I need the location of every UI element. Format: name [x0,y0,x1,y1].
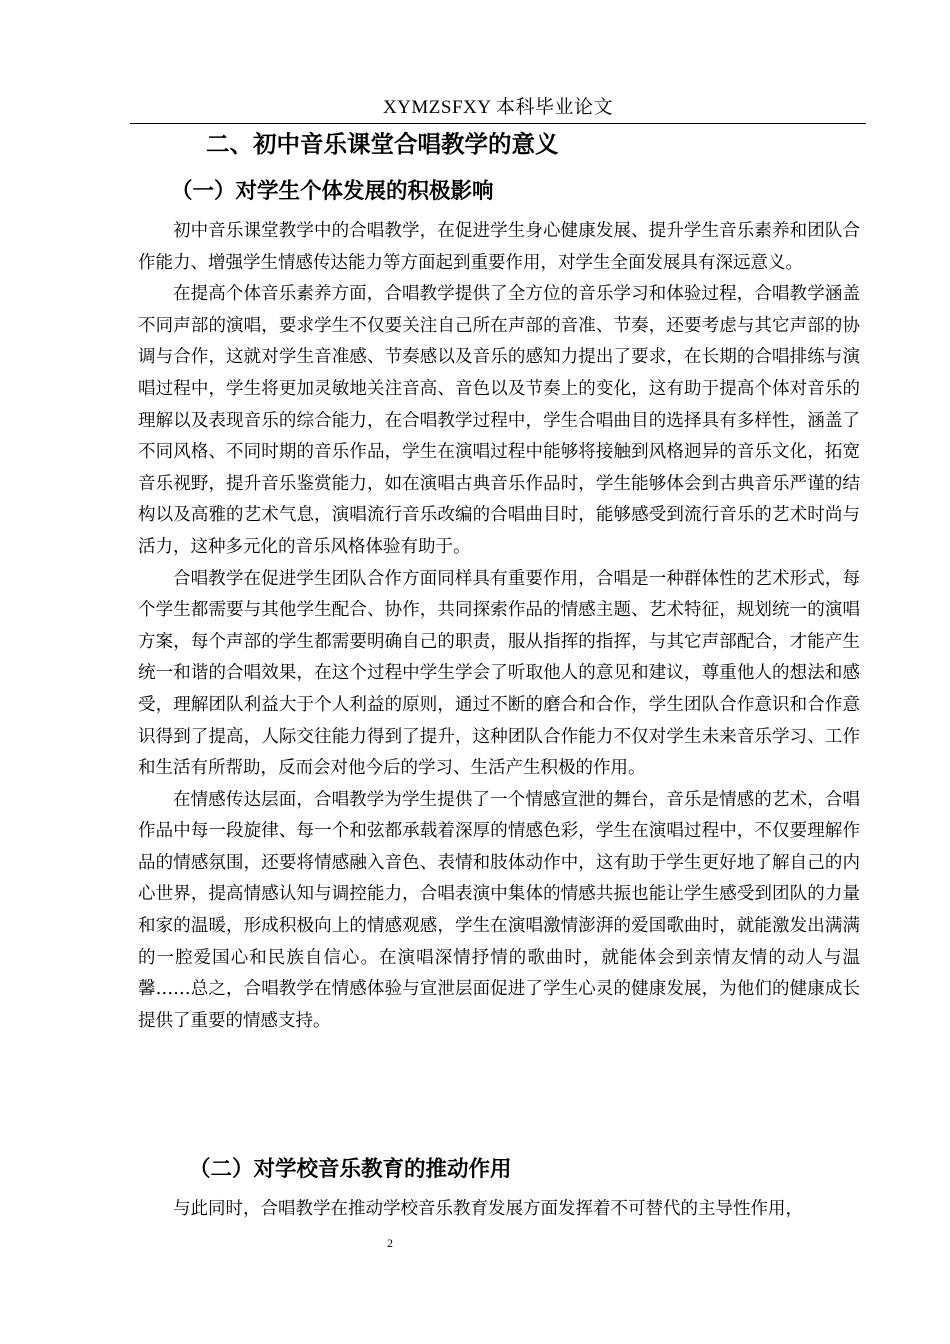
paragraph: 合唱教学在促进学生团队合作方面同样具有重要作用，合唱是一种群体性的艺术形式，每个学生都需要与其他学生配合、协作，共同探索作品的情感主题、艺术特征，规划统一的演唱方案，每个声部的学生都需要明确自己的职责，服从指挥的指挥，与其它声部配合，才能产生统一和谐的合唱效果，在这个过程中学生学会了听取他人的意见和建议，尊重他人的想法和感受，理解团队利益大于个人利益的原则，通过不断的磨合和合作，学生团队合作意识和合作意识得到了提高，人际交往能力得到了提升，这种团队合作能力不仅对学生未来音乐学习、工作和生活有所帮助，反而会对他今后的学习、生活产生积极的作用。 [138,568,860,779]
subsection-1-body [138,216,860,1037]
paragraph: 在提高个体音乐素养方面，合唱教学提供了全方位的音乐学习和体验过程，合唱教学涵盖不同声部的演唱，要求学生不仅要关注自己所在声部的音准、节奏，还要考虑与其它声部的协调与合作，这就对学生音准感、节奏感以及音乐的感知力提出了要求，在长期的合唱排练与演唱过程中，学生将更加灵敏地关注音高、音色以及节奏上的变化，这有助于提高个体对音乐的理解以及表现音乐的综合能力，在合唱教学过程中，学生合唱曲目的选择具有多样性，涵盖了不同风格、不同时期的音乐作品，学生在演唱过程中能够将接触到风格迥异的音乐文化，拓宽音乐视野，提升音乐鉴赏能力，如在演唱古典音乐作品时，学生能够体会到古典音乐严谨的结构以及高雅的艺术气息，演唱流行音乐改编的合唱曲目时，能够感受到流行音乐的艺术时尚与活力，这种多元化的音乐风格体验有助于。 [138,284,860,557]
subsection-heading-2: （二）对学校音乐教育的推动作用 [189,1157,512,1182]
running-header: XYMZSFXY 本科毕业论文 [382,97,614,118]
section-heading: 二、初中音乐课堂合唱教学的意义 [206,130,559,158]
header-rule [130,123,866,124]
paragraph: 与此同时，合唱教学在推动学校音乐教育发展方面发挥着不可替代的主导性作用， [173,1199,803,1219]
subsection-heading-1: （一）对学生个体发展的积极影响 [171,179,494,204]
paragraph: 初中音乐课堂教学中的合唱教学，在促进学生身心健康发展、提升学生音乐素养和团队合作能力、增强学生情感传达能力等方面起到重要作用，对学生全面发展具有深远意义。 [138,221,860,273]
page-number: 2 [387,1236,393,1250]
paragraph: 在情感传达层面，合唱教学为学生提供了一个情感宣泄的舞台，音乐是情感的艺术，合唱作品中每一段旋律、每一个和弦都承载着深厚的情感色彩，学生在演唱过程中，不仅要理解作品的情感氛围，还要将情感融入音色、表情和肢体动作中，这有助于学生更好地了解自己的内心世界，提高情感认知与调控能力，合唱表演中集体的情感共振也能让学生感受到团队的力量和家的温暖，形成积极向上的情感观感，学生在演唱激情澎湃的爱国歌曲时，就能激发出满满的一腔爱国心和民族自信心。在演唱深情抒情的歌曲时，就能体会到亲情友情的动人与温馨……总之，合唱教学在情感体验与宣泄层面促进了学生心灵的健康发展，为他们的健康成长提供了重要的情感支持。 [138,789,860,1031]
subsection-2-body [138,1194,860,1226]
